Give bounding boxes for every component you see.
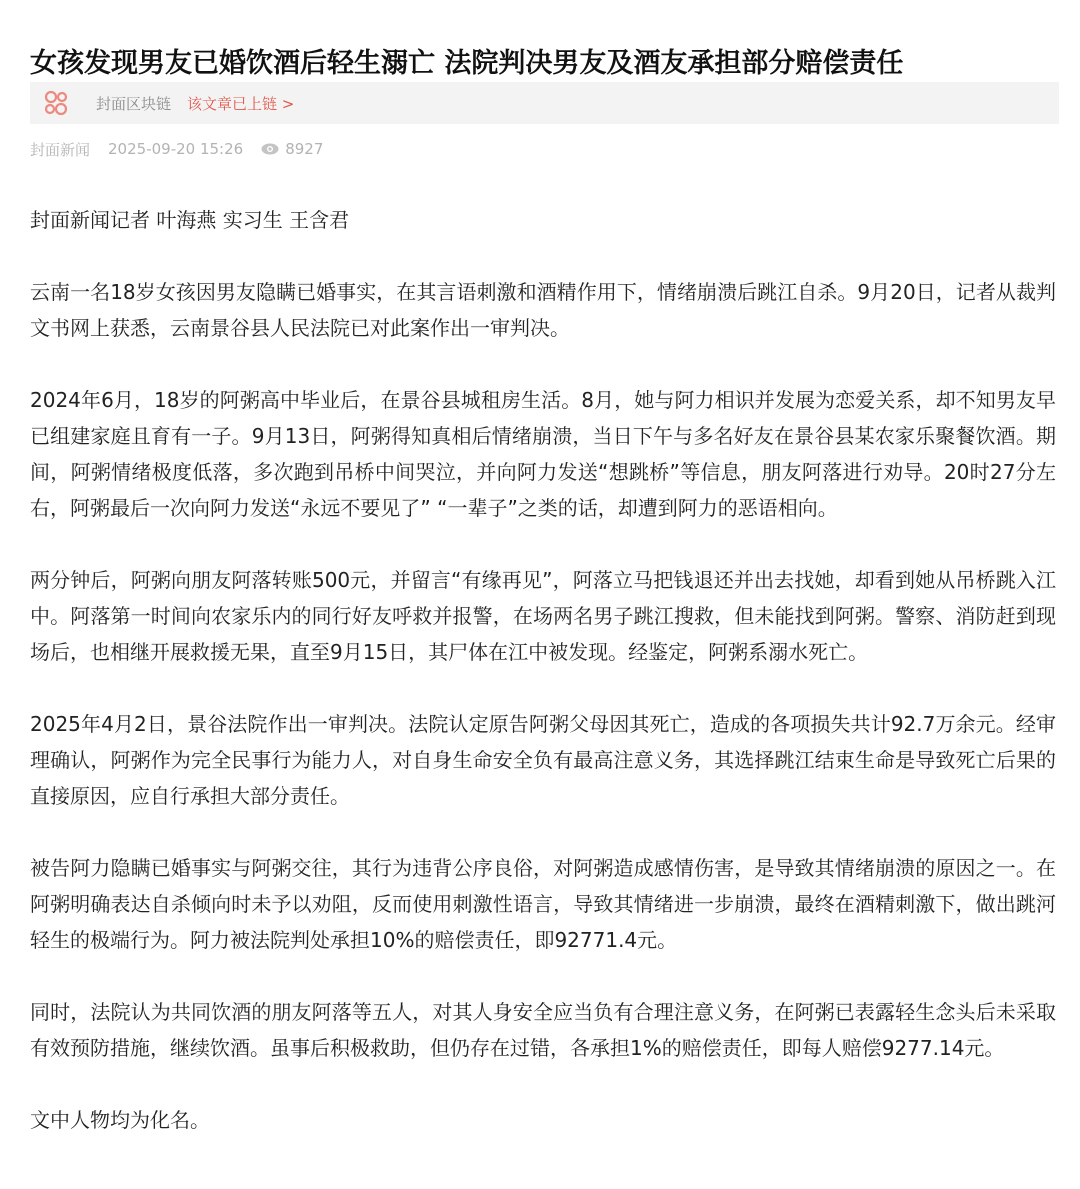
- publish-datetime: 2025-09-20 15:26: [108, 140, 244, 158]
- paragraph: 两分钟后，阿粥向朋友阿落转账500元，并留言“有缘再见”，阿落立马把钱退还并出去找她，却看到她从吊桥跳入江中。阿落第一时间向农家乐内的同行好友呼救并报警，在场两名男子跳江搜救，但未能找到阿粥。警察、消防赶到现场后，也相继开展救援无果，直至9月15日，其尸体在江中被发现。经鉴定，阿粥系溺水死亡。: [30, 568, 1056, 664]
- source-label: 封面新闻: [30, 140, 91, 159]
- cover-chain-logo-icon: [40, 87, 72, 119]
- eye-icon: [261, 143, 279, 155]
- article-meta: [30, 136, 323, 162]
- paragraph: 2024年6月，18岁的阿粥高中毕业后，在景谷县城租房生活。8月，她与阿力相识并发展为恋爱关系，却不知男友早已组建家庭且育有一子。9月13日，阿粥得知真相后情绪崩溃，当日下午与多名好友在景谷县某农家乐聚餐饮酒。期间，阿粥情绪极度低落，多次跑到吊桥中间哭泣，并向阿力发送“想跳桥”等信息，朋友阿落进行劝导。20时27分左右，阿粥最后一次向阿力发送“永远不要见了” “一辈子”之类的话，却遭到阿力的恶语相向。: [30, 388, 1056, 520]
- paragraph: 同时，法院认为共同饮酒的朋友阿落等五人，对其人身安全应当负有合理注意义务，在阿粥已表露轻生念头后未采取有效预防措施，继续饮酒。虽事后积极救助，但仍存在过错，各承担1%的赔偿责任，即每人赔偿9277.14元。: [30, 1000, 1056, 1060]
- blockchain-status-link[interactable]: 该文章已上链 >: [187, 94, 295, 113]
- paragraph: 文中人物均为化名。: [30, 1108, 210, 1132]
- article-title: 女孩发现男友已婚饮酒后轻生溺亡 法院判决男友及酒友承担部分赔偿责任: [30, 48, 904, 80]
- byline: 封面新闻记者 叶海燕 实习生 王含君: [30, 208, 350, 232]
- blockchain-label: 封面区块链: [96, 94, 172, 113]
- view-count: 8927: [285, 140, 324, 158]
- paragraph: 2025年4月2日，景谷法院作出一审判决。法院认定原告阿粥父母因其死亡，造成的各项损失共计92.7万余元。经审理确认，阿粥作为完全民事行为能力人，对自身生命安全负有最高注意义务，其选择跳江结束生命是导致死亡后果的直接原因，应自行承担大部分责任。: [30, 712, 1056, 808]
- article-body: [30, 202, 1056, 1174]
- blockchain-bar: [30, 82, 1059, 124]
- paragraph: 云南一名18岁女孩因男友隐瞒已婚事实，在其言语刺激和酒精作用下，情绪崩溃后跳江自杀。9月20日，记者从裁判文书网上获悉，云南景谷县人民法院已对此案作出一审判决。: [30, 280, 1056, 340]
- paragraph: 被告阿力隐瞒已婚事实与阿粥交往，其行为违背公序良俗，对阿粥造成感情伤害，是导致其情绪崩溃的原因之一。在阿粥明确表达自杀倾向时未予以劝阻，反而使用刺激性语言，导致其情绪进一步崩溃，最终在酒精刺激下，做出跳河轻生的极端行为。阿力被法院判处承担10%的赔偿责任，即92771.4元。: [30, 856, 1056, 952]
